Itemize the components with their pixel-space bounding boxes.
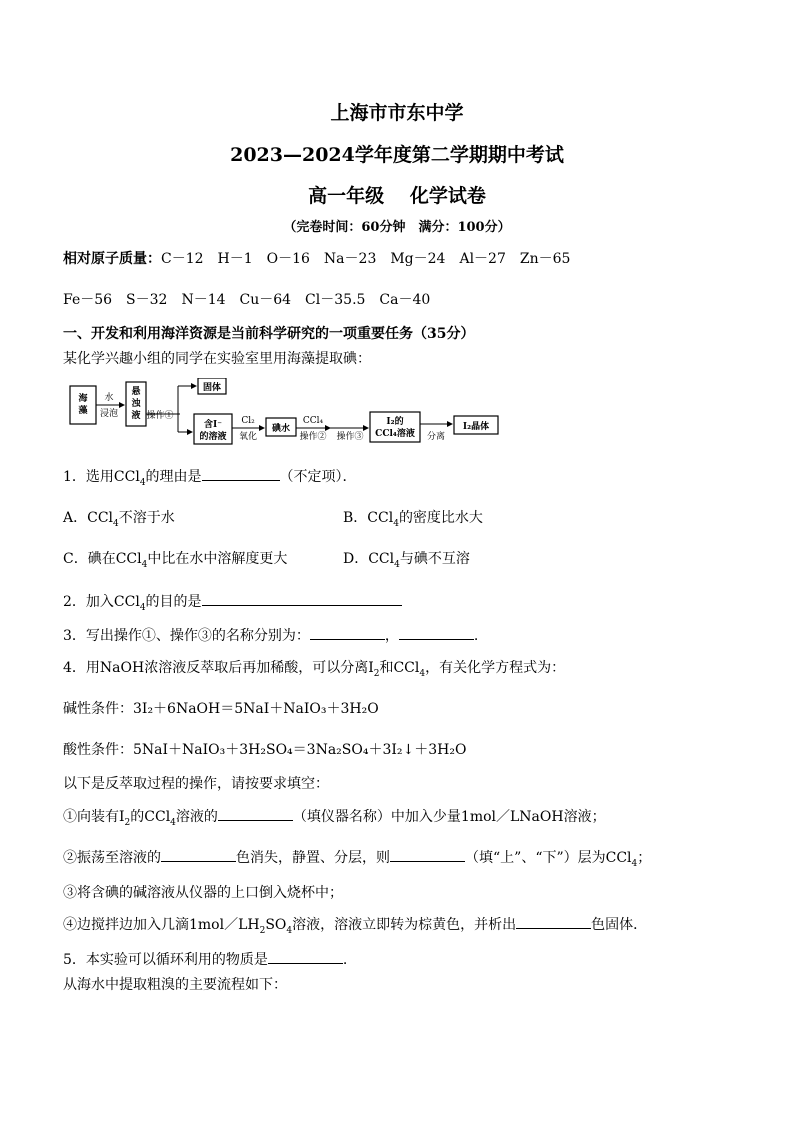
s4-answer-blank[interactable] [516, 914, 591, 929]
step-1: ①向装有$I_2$的CCl$_4$溶液的 （填仪器名称）中加入少量1mol／LNaOH溶液； [63, 806, 606, 828]
arrow1-bottom-text: 浸泡 [99, 409, 119, 419]
q1-text-b: 的理由是 [145, 469, 202, 485]
option-a-prefix: A．CCl [63, 510, 114, 526]
op1-label: 操作① [146, 411, 174, 421]
school-name: 上海市市东中学 [330, 102, 464, 124]
iodine-water-text: 碘水 [271, 424, 291, 434]
option-c: C．碘在CCl$_4$中比在水中溶解度更大 [63, 551, 288, 570]
iodine-extraction-flowchart [66, 378, 516, 448]
i2-ccl4-text-1: I₂的 [386, 417, 404, 427]
q4-text-b: 和CCl [379, 660, 420, 676]
option-d: D．CCl$_4$与碘不互溶 [343, 551, 470, 570]
equation-acidic [63, 739, 466, 759]
s2-text-c: （填“上”、“下”）层为CCl [465, 850, 632, 866]
q2-answer-blank[interactable] [202, 591, 402, 606]
ccl4-label: CCl₄ [302, 416, 324, 426]
eq1-label: 碱性条件： [63, 701, 133, 717]
option-c-text: 中比在水中溶解度更大 [147, 551, 288, 567]
back-extraction-intro: 以下是反萃取过程的操作，请按要求填空： [63, 776, 329, 792]
seaweed-text-2: 藻 [78, 406, 88, 416]
s4-text-c: 溶液，溶液立即转为棕黄色，并析出 [292, 917, 517, 933]
question-4: 4．用NaOH浓溶液反萃取后再加稀酸，可以分离$I_2$和CCl$_4$，有关化学方程式为： [63, 660, 566, 679]
question-1: 1．选用CCl$_4$的理由是 （不定项）． [63, 466, 357, 488]
q1-text-a: 1．选用CCl [63, 469, 140, 485]
q3-separator: ， [384, 628, 399, 644]
q2-text-a: 2．加入CCl [63, 594, 140, 610]
seaweed-box [70, 386, 96, 424]
question-2: 2．加入CCl$_4$的目的是 [63, 591, 402, 613]
atomic-mass-values1: C－12 H－1 O－16 Na－23 Mg－24 Al－27 Zn－65 [161, 251, 571, 267]
q1-answer-blank[interactable] [202, 466, 280, 481]
atomic-mass-line2: Fe－56 S－32 N－14 Cu－64 Cl－35.5 Ca－40 [63, 292, 431, 308]
s1-text-d: （填仪器名称）中加入少量1mol／LNaOH溶液； [292, 809, 606, 825]
option-a-text: 不溶于水 [118, 510, 175, 526]
crystal-text: I₂晶体 [462, 422, 490, 432]
q3-answer-blank-2[interactable] [399, 625, 474, 640]
option-b-text: 的密度比水大 [398, 510, 483, 526]
option-d-text: 与碘不互溶 [399, 551, 470, 567]
s2-text-a: ②振荡至溶液的 [63, 850, 161, 866]
q1-text-c: （不定项）． [279, 469, 357, 485]
option-c-prefix: C．碘在CCl [63, 551, 142, 567]
s1-text-a: ①向装有I [63, 809, 125, 825]
step-2: ②振荡至溶液的 色消失，静置、分层，则 （填“上”、“下”）层为CCl$_4$； [63, 847, 651, 869]
q2-text-b: 的目的是 [145, 594, 202, 610]
time-info: （完卷时间：60分钟 满分：100分） [283, 220, 511, 235]
step-3: ③将含碘的碱溶液从仪器的上口倒入烧杯中； [63, 885, 343, 901]
suspension-text-3: 液 [131, 411, 141, 421]
section1-heading: 一、开发和利用海洋资源是当前科学研究的一项重要任务（35分） [63, 326, 475, 342]
q3-answer-blank-1[interactable] [310, 625, 385, 640]
grade-subject [0, 181, 794, 208]
exam-title: 2023—2024学年度第二学期期中考试 [230, 144, 564, 166]
q5-end: . [342, 952, 348, 968]
iodide-solution-text-1: 含I⁻ [204, 420, 222, 430]
cl2-label: Cl₂ [241, 416, 255, 426]
s4-text-d: 色固体． [591, 917, 648, 933]
arrow1-top-text: 水 [104, 393, 114, 403]
s2-text-d: ； [637, 850, 652, 866]
s2-answer-blank-2[interactable] [390, 847, 465, 862]
q3-text: 3．写出操作①、操作③的名称分别为： [63, 628, 310, 644]
q5-answer-blank[interactable] [268, 949, 343, 964]
atomic-mass-label: 相对原子质量： [63, 251, 161, 267]
s1-answer-blank[interactable] [218, 806, 293, 821]
op2-label: 操作② [299, 432, 327, 442]
q3-end: . [473, 628, 479, 644]
op3-label: 操作③ [336, 432, 364, 442]
option-a: A．CCl$_4$不溶于水 [63, 510, 175, 529]
seaweed-text-1: 海 [78, 394, 88, 404]
step-4: ④边搅拌边加入几滴$1mol/LH_2SO_4$溶液，溶液立即转为棕黄色，并析出 色固体． [63, 914, 647, 936]
solid-text: 固体 [202, 383, 222, 393]
atomic-mass-line1 [63, 248, 570, 268]
q5-text: 5．本实验可以循环利用的物质是 [63, 952, 268, 968]
grade-label: 高一年级 [308, 185, 385, 207]
s2-answer-blank-1[interactable] [161, 847, 236, 862]
subject-label: 化学试卷 [409, 185, 486, 207]
eq1-formula: 3I₂＋6NaOH＝5NaI＋NaIO₃＋3H₂O [133, 701, 379, 717]
eq2-label: 酸性条件： [63, 742, 133, 758]
suspension-text-1: 悬 [131, 387, 141, 397]
option-b-prefix: B．CCl [343, 510, 394, 526]
question-5 [63, 949, 347, 969]
separate-label: 分离 [426, 432, 446, 442]
option-d-prefix: D．CCl [343, 551, 395, 567]
question-3 [63, 625, 478, 645]
bromine-intro: 从海水中提取粗溴的主要流程如下： [63, 977, 287, 993]
s4-text-a: ④边搅拌边加入几滴1mol／LH [63, 917, 260, 933]
q4-text-c: ，有关化学方程式为： [425, 660, 566, 676]
suspension-text-2: 浊 [131, 399, 141, 409]
s1-text-c: 溶液的 [175, 809, 218, 825]
oxidize-label: 氧化 [238, 432, 258, 442]
s1-text-b: 的CCl [130, 809, 171, 825]
section1-intro: 某化学兴趣小组的同学在实验室里用海藻提取碘： [63, 351, 371, 367]
eq2-formula: 5NaI＋NaIO₃＋3H₂SO₄＝3Na₂SO₄＋3I₂↓＋3H₂O [133, 742, 467, 758]
q4-text-a: 4．用NaOH浓溶液反萃取后再加稀酸，可以分离I [63, 660, 374, 676]
s2-text-b: 色消失，静置、分层，则 [236, 850, 390, 866]
iodide-solution-text-2: 的溶液 [199, 432, 227, 442]
i2-ccl4-text-2: CCl₄溶液 [375, 429, 415, 439]
option-b: B．CCl$_4$的密度比水大 [343, 510, 483, 529]
s4-text-b: SO [265, 917, 287, 933]
equation-basic [63, 698, 379, 718]
